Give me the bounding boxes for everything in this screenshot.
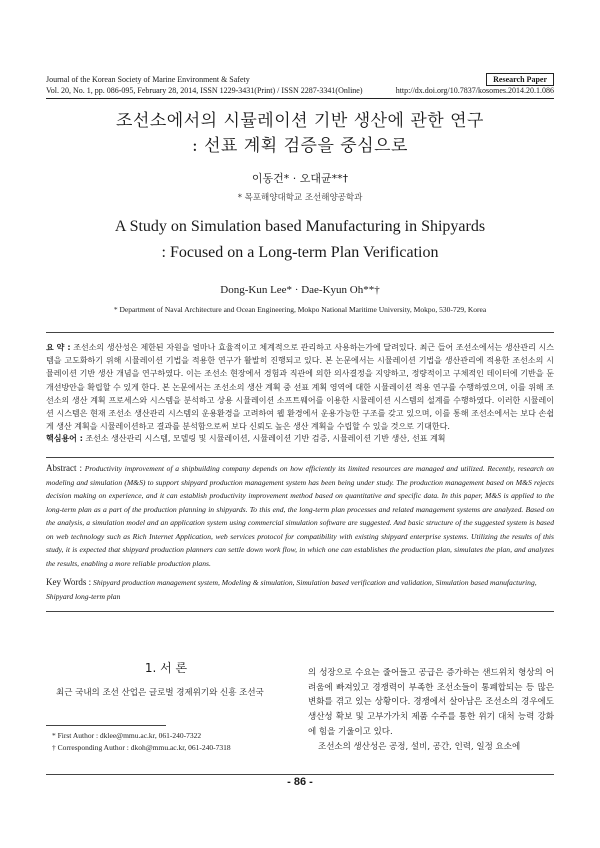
intro-left-text: 최근 국내의 조선 산업은 글로벌 경제위기와 신흥 조선국 — [56, 688, 264, 698]
english-title-line1: A Study on Simulation based Manufacturing in Shipyards — [114, 218, 486, 235]
korean-keywords — [46, 433, 554, 444]
korean-abstract-label: 요 약 : — [46, 343, 71, 352]
korean-abstract-text: 조선소의 생산성은 제한된 자원을 얼마나 효율적이고 체계적으로 관리하고 사용하는가에 달려있다. 최근 들어 조선소에서는 생산관리 시스템을 고도화하기 위해 시뮬레이션 기법을 적용한 연구가 활발히 진행되고 있다. 본 논문에서는 시뮬레이션 기법을 생산관리에 적용한 조선소의 시뮬레이션 기반 생산 개념을 연구하였다. 이는 조선소 현장에서 경험과 직관에 의한 의사결정을 지양하고, 정량적이고 구체적인 데이터에 기반을 둔 개선방안을 확립할 수 있게 한다. 본 논문에서는 조선소의 생산 계획 중 선표 계획 영역에 대한 시뮬레이션 적용 연구를 수행하였으며, 이를 위해 조선소의 생산 계획 프로세스와 시스템을 분석하고 상용 시뮬레이션 소프트웨어를 이용한 시뮬레이션 시스템의 설계를 수행하였다. 이러한 시뮬레이션 시스템은 현재 조선소 생산관리 시스템의 운용환경을 고려하여 웹 환경에서 운용가능한 구조를 갖고 있으며, 이를 통해 조선소에서는 보다 손쉽게 생산 계획을 시뮬레이션하고 결과를 분석함으로써 보다 신뢰도 높은 생산 계획을 수립할 수 있을 것으로 기대한다. — [46, 343, 554, 432]
english-keywords — [46, 576, 554, 603]
english-abstract — [46, 462, 554, 570]
korean-keywords-label: 핵심용어 : — [46, 434, 83, 443]
footnote-rule — [46, 725, 166, 726]
corresponding-author-footnote: † Corresponding Author : dkoh@mmu.ac.kr, 061-240-7318 — [52, 743, 231, 752]
english-title-line2: : Focused on a Long-term Plan Verification — [161, 244, 439, 261]
english-keywords-label: Key Words : — [46, 577, 92, 587]
korean-title-line1: 조선소에서의 시뮬레이션 기반 생산에 관한 연구 — [116, 111, 484, 131]
english-authors: Dong-Kun Lee* · Dae-Kyun Oh**† — [220, 284, 380, 296]
korean-title-line2: : 선표 계획 검증을 중심으로 — [192, 136, 408, 156]
section-heading: 1. 서 론 — [144, 661, 188, 675]
korean-authors: 이동건* · 오대균**† — [251, 172, 349, 185]
page-number: - 86 - — [287, 776, 313, 788]
english-abstract-label: Abstract : — [46, 463, 83, 473]
abstract-top-rule — [46, 332, 554, 333]
english-affiliation: * Department of Naval Architecture and Ocean Engineering, Mokpo National Maritime University, Mokpo, 530-729, Korea — [113, 305, 487, 314]
korean-keywords-text: 조선소 생산관리 시스템, 모델링 및 시뮬레이션, 시뮬레이션 기반 검증, 시뮬레이션 기반 생산, 선표 계획 — [85, 434, 446, 443]
english-keywords-text: Shipyard production management system, Modeling & simulation, Simulation based verification and validation, Simulation based manufacturing, Shipyard long-term plan — [46, 578, 537, 601]
intro-paragraph-1: 의 성장으로 수요는 줄어들고 공급은 증가하는 샌드위치 형상의 어려움에 빠져있고 경쟁력이 부족한 조선소들이 통폐합되는 등 많은 변화를 겪고 있는 상황이다. 경쟁에서 살아남은 조선소의 경우에도 생산성 확보 및 고부가가치 제품 수주를 통한 위기 대처 능력 강화에 힘을 기울이고 있다. — [308, 668, 554, 737]
intro-paragraph-2: 조선소의 생산성은 공정, 설비, 공간, 인력, 일정 요소에 — [318, 741, 521, 752]
korean-affiliation: * 목포해양대학교 조선해양공학과 — [237, 193, 363, 203]
abstract-middle-rule — [46, 457, 554, 458]
english-abstract-text: Productivity improvement of a shipbuilding company depends on how efficiently its limited resources are managed and utilized. Recently, research on modeling and simulation (M&S) to support shipyard production management system has been being under study. The production management based on M&S rejects decision making on experience, and it can establish productivity improvement method based on quantitative and specific data. In this paper, M&S is applied to the long-term plan as a part of the production planning in shipyards. To this end, the long-term plan processes and related management systems are analyzed. Based on the analysis, a simulation model and an application system using commercial simulation software are suggested. And basic structure of the suggested system is based on web technology such as Rich Internet Application, web services protocol for compatibility with existing shipyard enterprise systems. Utilizing the results of this study, it is expected that shipyard production planners can settle down work flow, in which one can establishes the production plan, simulates the plan, and analyzes the results, enabling a more reliable production plans. — [46, 464, 554, 568]
abstract-bottom-rule — [46, 611, 554, 612]
doi-link[interactable]: http://dx.doi.org/10.7837/kosomes.2014.20.1.086 — [395, 86, 554, 95]
header-rule — [46, 98, 554, 99]
korean-abstract — [46, 341, 554, 433]
footer-rule — [46, 774, 554, 775]
volume-info: Vol. 20, No. 1, pp. 086-095, February 28, 2014, ISSN 1229-3431(Print) / ISSN 2287-3341(Online) — [46, 86, 363, 95]
intro-right-column — [308, 666, 554, 754]
journal-name: Journal of the Korean Society of Marine Environment & Safety — [46, 75, 250, 84]
first-author-footnote: * First Author : dklee@mmu.ac.kr, 061-240-7322 — [52, 731, 202, 740]
research-paper-badge: Research Paper — [486, 73, 554, 86]
